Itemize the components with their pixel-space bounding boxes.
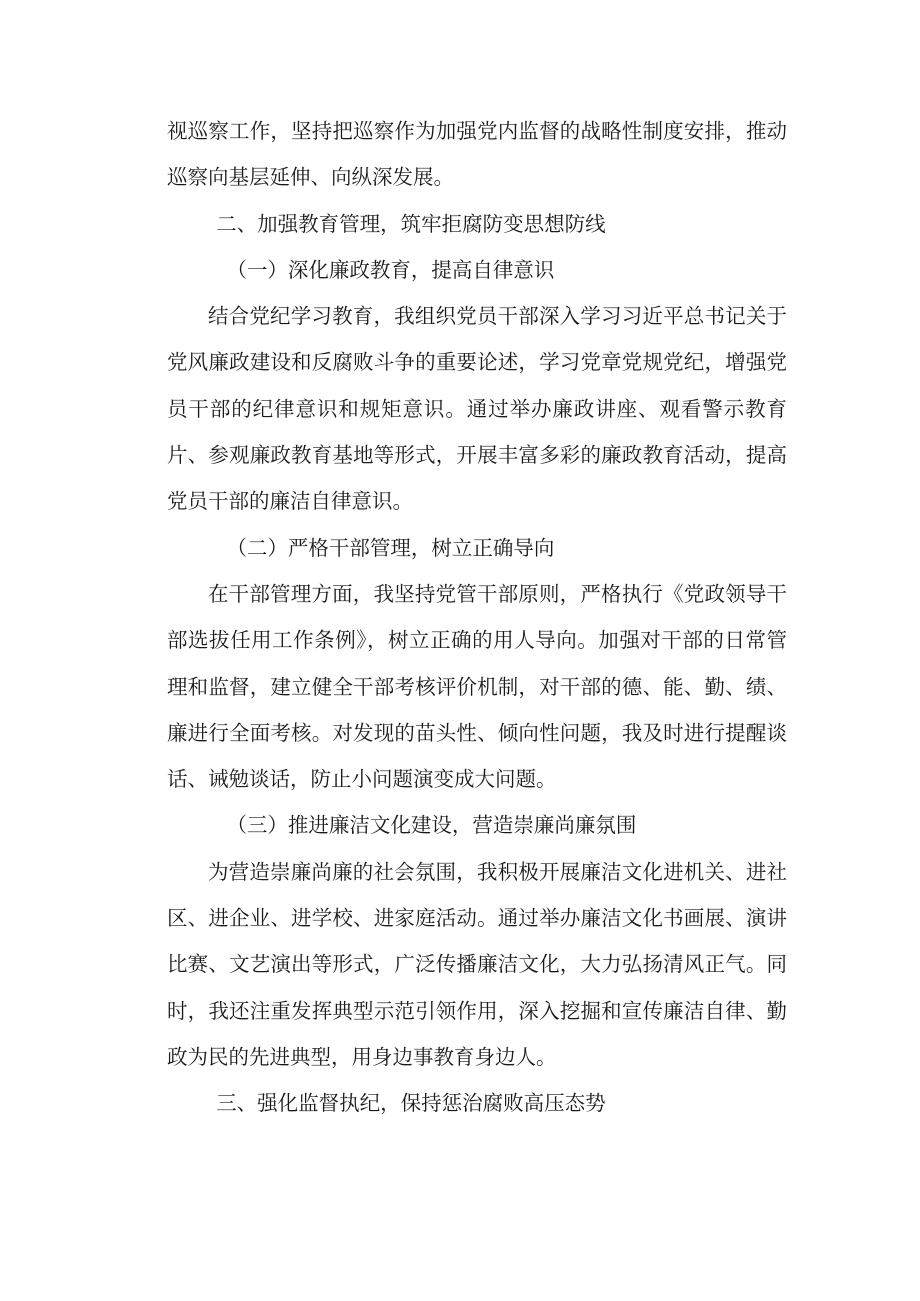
subsection-heading-2-2: （二）严格干部管理，树立正确导向 <box>226 535 555 560</box>
document-body <box>167 108 787 1127</box>
subsection-heading-2-3: （三）推进廉洁文化建设，营造崇廉尚廉氛围 <box>226 813 637 838</box>
paragraph-2-2: 在干部管理方面，我坚持党管干部原则，严格执行《党政领导干部选拔任用工作条例》，树立正确的用人导向。加强对干部的日常管理和监督，建立健全干部考核评价机制，对干部的德、能、勤、绩、廉进行全面考核。对发现的苗头性、倾向性问题，我及时进行提醒谈话、诫勉谈话，防止小问题演变成大问题。 <box>167 581 787 792</box>
subsection-heading-2-1: （一）深化廉政教育，提高自律意识 <box>226 257 555 282</box>
paragraph-2-3: 为营造崇廉尚廉的社会氛围，我积极开展廉洁文化进机关、进社区、进企业、进学校、进家庭活动。通过举办廉洁文化书画展、演讲比赛、文艺演出等形式，广泛传播廉洁文化，大力弘扬清风正气。同时，我还注重发挥典型示范引领作用，深入挖掘和宣传廉洁自律、勤政为民的先进典型，用身边事教育身边人。 <box>167 859 787 1069</box>
paragraph-2-1: 结合党纪学习教育，我组织党员干部深入学习习近平总书记关于党风廉政建设和反腐败斗争的重要论述，学习党章党规党纪，增强党员干部的纪律意识和规矩意识。通过举办廉政讲座、观看警示教育片、参观廉政教育基地等形式，开展丰富多彩的廉政教育活动，提高党员干部的廉洁自律意识。 <box>167 304 787 514</box>
paragraph-continued: 视巡察工作，坚持把巡察作为加强党内监督的战略性制度安排，推动巡察向基层延伸、向纵深发展。 <box>167 119 787 190</box>
section-heading-3: 三、强化监督执纪，保持惩治腐败高压态势 <box>216 1091 606 1116</box>
section-heading-2: 二、加强教育管理，筑牢拒腐防变思想防线 <box>216 211 606 236</box>
